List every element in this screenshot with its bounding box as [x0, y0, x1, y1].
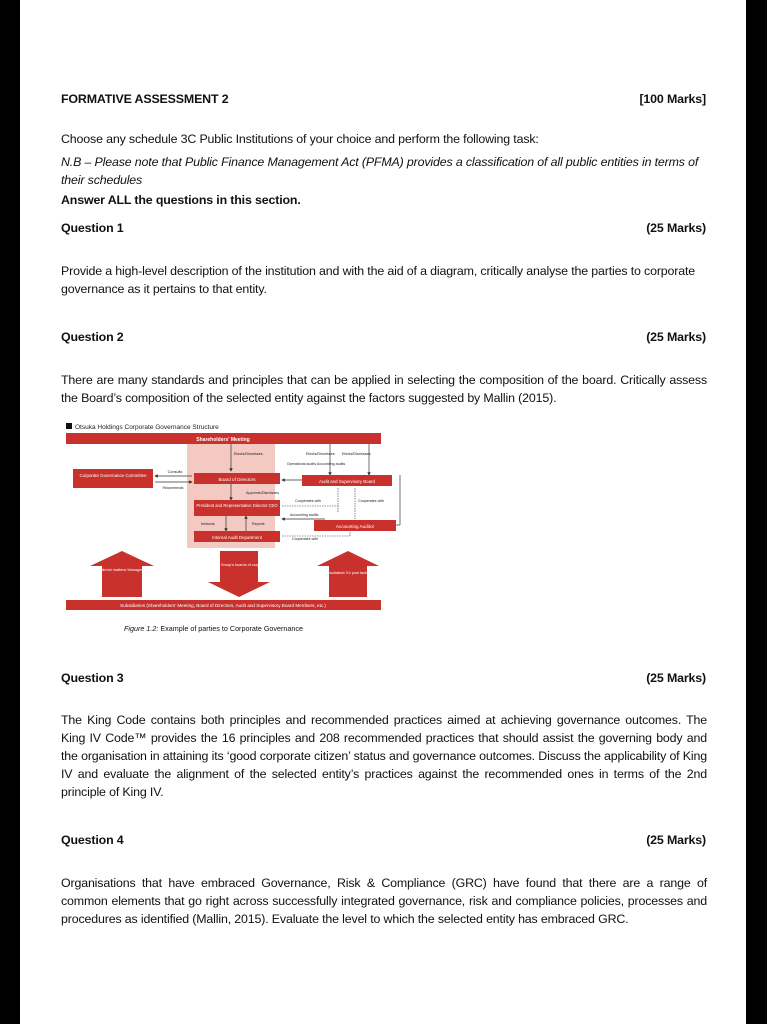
- instructs-label: Instructs: [201, 522, 215, 526]
- caption-label: Figure 1.2:: [124, 624, 159, 633]
- elects-label-3: Elects/Dismisses: [342, 452, 371, 456]
- committee-label: Corporate Governance Committee: [79, 473, 147, 478]
- subsidiaries-label: Subsidiaries (Shareholders' Meeting, Board of Directors, Audit and Supervisory Board Members, etc.): [120, 603, 326, 608]
- document-page: [20, 0, 746, 1024]
- shareholders-label: Shareholders' Meeting: [196, 437, 250, 443]
- recommends-label: Recommends: [162, 486, 184, 490]
- meeting-arrow: [208, 551, 270, 597]
- arrow-3-label: Prior consultation/ Ex post facto reports: [314, 571, 382, 575]
- cooperates-label-3: Cooperates with: [292, 537, 318, 541]
- cooperates-label-1: Cooperates with: [295, 499, 321, 503]
- elects-label-2: Elects/Dismisses: [306, 452, 335, 456]
- answer-all-instruction: Answer ALL the questions in this section.: [61, 193, 301, 207]
- reports-label: Reports: [252, 522, 265, 526]
- arrow-2-label: Meeting of the Group's boards of corporate auditors: [195, 563, 283, 567]
- question-1-title: Question 1: [61, 221, 124, 235]
- question-2-text: There are many standards and principles that can be applied in selecting the composition of the board. Critically assess the Board’s composition of the selected entity against the factors suggested by Mallin (2015).: [61, 373, 707, 405]
- assessment-title: FORMATIVE ASSESSMENT 2: [61, 92, 229, 106]
- arrow-1-label: Approval of material matters/ Management guidance: [77, 568, 167, 572]
- question-3-title: Question 3: [61, 671, 124, 685]
- task-instruction: Choose any schedule 3C Public Institutions of your choice and perform the following task:: [61, 132, 539, 146]
- question-4-text: Organisations that have embraced Governance, Risk & Compliance (GRC) have found that there are a range of common elements that go right across successfully integrated governance, risk and compliance policies, processes and procedures as identified (Mallin, 2015). Evaluate the level to which the selected entity has embraced GRC.: [61, 876, 707, 926]
- question-1-marks: (25 Marks): [646, 221, 706, 235]
- consults-label: Consults: [167, 470, 183, 474]
- governance-structure-diagram: [20, 0, 746, 640]
- question-2-title: Question 2: [61, 330, 124, 344]
- figure-caption: [124, 624, 303, 633]
- total-marks: [100 Marks]: [639, 92, 706, 106]
- caption-text: Example of parties to Corporate Governance: [160, 624, 303, 633]
- question-3-marks: (25 Marks): [646, 671, 706, 685]
- corporate-governance-committee-box: [73, 469, 153, 488]
- internal-audit-label: Internal Audit Department: [212, 535, 262, 540]
- operational-audits-label: Operational audits Accounting audits: [286, 462, 346, 466]
- cooperates-label-2: Cooperates with: [358, 499, 384, 503]
- figure-heading: Otsuka Holdings Corporate Governance Structure: [75, 424, 219, 431]
- audit-board-label: Audit and Supervisory Board: [319, 479, 375, 484]
- pfma-note: N.B – Please note that Public Finance Management Act (PFMA) provides a classification of all public entities in terms of their schedules: [61, 155, 699, 187]
- board-label: Board of Directors: [218, 477, 256, 482]
- question-3-text: The King Code contains both principles and recommended practices aimed at achieving governance outcomes. The King IV Code™ provides the 16 principles and 208 recommended practices that should assist the governing body and the organisation in attaining its ‘good corporate citizen’ status and governance outcomes. Discuss the applicability of King IV and evaluate the alignment of the selected entity’s practices against the recommended ones in terms of the 2nd principle of King IV.: [61, 713, 707, 799]
- president-label: President and Representative Director CEO: [196, 503, 278, 508]
- question-2-marks: (25 Marks): [646, 330, 706, 344]
- question-4-marks: (25 Marks): [646, 833, 706, 847]
- heading-bullet: [66, 423, 72, 429]
- question-4-title: Question 4: [61, 833, 124, 847]
- appoints-label: Appoints/Dismisses: [246, 491, 280, 495]
- elects-label-1: Elects/Dismisses: [234, 452, 263, 456]
- accounting-auditor-label: Accounting Auditor: [335, 524, 375, 529]
- accounting-audits-label: Accounting audits: [290, 513, 319, 517]
- question-1-text: Provide a high-level description of the institution and with the aid of a diagram, critically analyse the parties to corporate governance as it pertains to that entity.: [61, 264, 696, 296]
- approval-arrow: [90, 551, 154, 597]
